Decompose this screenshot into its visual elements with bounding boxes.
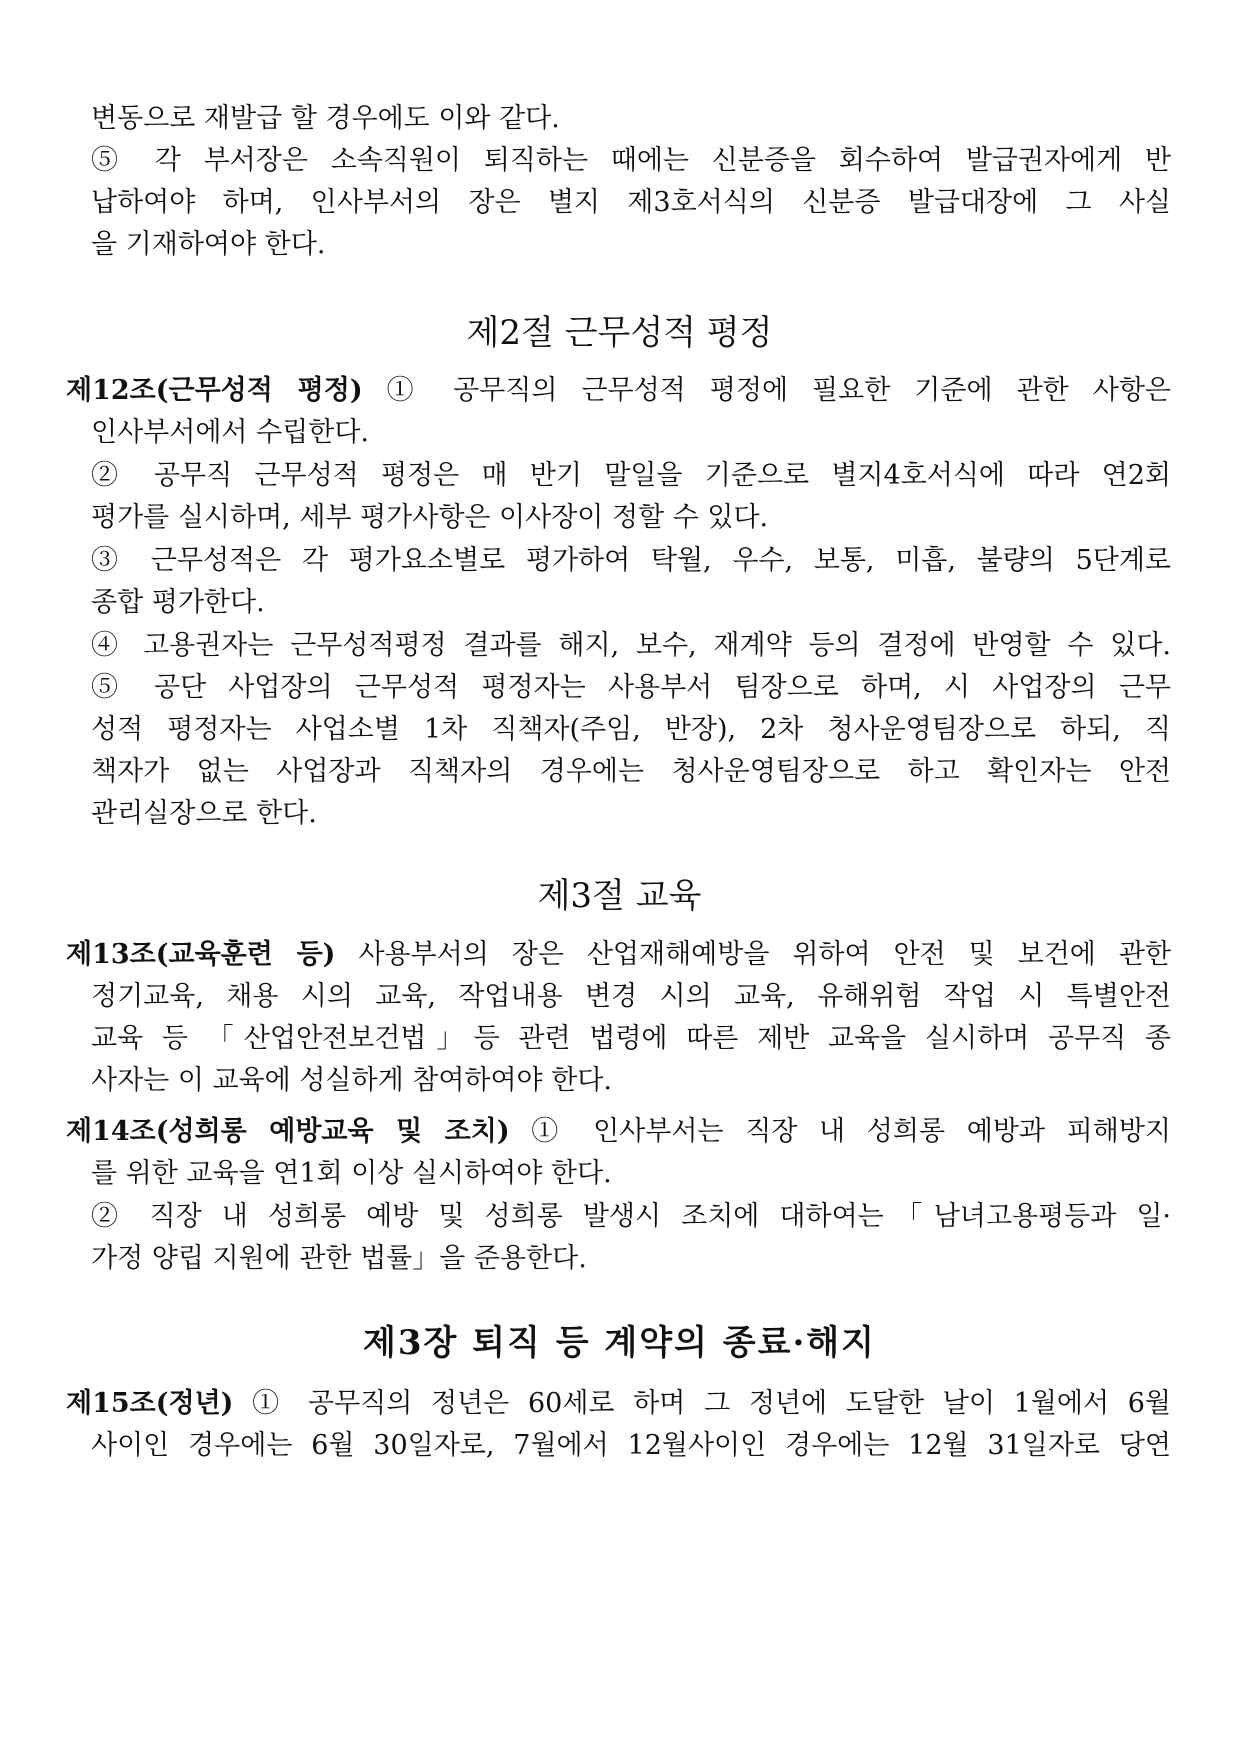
- paragraph-line: ② 공무직 근무성적 평정은 매 반기 말일을 기준으로 별지4호서식에 따라 연2회: [91, 460, 1171, 491]
- article-first-line: [66, 371, 1171, 411]
- paragraph-line: 평가를 실시하며, 세부 평가사항은 이사장이 정할 수 있다.: [91, 502, 769, 533]
- paragraph-line: ⑤ 각 부서장은 소속직원이 퇴직하는 때에는 신분증을 회수하여 발급권자에게 반: [91, 145, 1171, 176]
- paragraph-line: 가정 양립 지원에 관한 법률」을 준용한다.: [91, 1243, 587, 1274]
- paragraph-line: 종합 평가한다.: [91, 587, 265, 618]
- paragraph-line: 사자는 이 교육에 성실하게 참여하여야 한다.: [91, 1065, 612, 1096]
- article-title: 제14조(성희롱 예방교육 및 조치): [66, 1116, 510, 1147]
- article-first-line: [66, 1384, 1171, 1424]
- paragraph-line: 을 기재하여야 한다.: [91, 229, 326, 260]
- paragraph-line: 인사부서에서 수립한다.: [91, 417, 369, 448]
- paragraph-line: 교육 등 「산업안전보건법」등 관련 법령에 따른 제반 교육을 실시하며 공무직 종: [91, 1023, 1171, 1054]
- section-heading: 제2절 근무성적 평정: [466, 313, 773, 353]
- paragraph-line: ⑤ 공단 사업장의 근무성적 평정자는 사용부서 팀장으로 하며, 시 사업장의 근무: [91, 672, 1171, 703]
- article-text: ① 공무직의 근무성적 평정에 필요한 기준에 관한 사항은: [362, 375, 1171, 406]
- article-first-line: [66, 1112, 1171, 1152]
- article-title: 제15조(정년): [66, 1388, 234, 1419]
- article-title: 제12조(근무성적 평정): [66, 375, 363, 406]
- paragraph-line: 관리실장으로 한다.: [91, 798, 317, 829]
- paragraph-line: 성적 평정자는 사업소별 1차 직책자(주임, 반장), 2차 청사운영팀장으로 하되, 직: [91, 714, 1171, 745]
- article-first-line: [66, 935, 1171, 975]
- paragraph-line: ② 직장 내 성희롱 예방 및 성희롱 발생시 조치에 대하여는「남녀고용평등과 일·: [91, 1201, 1171, 1232]
- paragraph-line: 를 위한 교육을 연1회 이상 실시하여야 한다.: [91, 1158, 612, 1189]
- paragraph-line: ④ 고용권자는 근무성적평정 결과를 해지, 보수, 재계약 등의 결정에 반영할 수 있다.: [91, 630, 1171, 661]
- section-heading: 제3절 교육: [537, 876, 702, 916]
- article-text: ① 인사부서는 직장 내 성희롱 예방과 피해방지: [509, 1116, 1171, 1147]
- chapter-heading: 제3장 퇴직 등 계약의 종료·해지: [363, 1323, 876, 1363]
- article-text: ① 공무직의 정년은 60세로 하며 그 정년에 도달한 날이 1월에서 6월: [233, 1388, 1171, 1419]
- paragraph-line: ③ 근무성적은 각 평가요소별로 평가하여 탁월, 우수, 보통, 미흡, 불량의 5단계로: [91, 545, 1171, 576]
- carry-line: 변동으로 재발급 할 경우에도 이와 같다.: [91, 103, 560, 134]
- article-title: 제13조(교육훈련 등): [66, 939, 336, 970]
- paragraph-line: 사이인 경우에는 6월 30일자로, 7월에서 12월사이인 경우에는 12월 31일자로 당연: [91, 1430, 1171, 1461]
- paragraph-line: 납하여야 하며, 인사부서의 장은 별지 제3호서식의 신분증 발급대장에 그 사실: [91, 187, 1171, 218]
- article-text: 사용부서의 장은 산업재해예방을 위하여 안전 및 보건에 관한: [335, 939, 1171, 970]
- paragraph-line: 정기교육, 채용 시의 교육, 작업내용 변경 시의 교육, 유해위험 작업 시 특별안전: [91, 981, 1171, 1012]
- paragraph-line: 책자가 없는 사업장과 직책자의 경우에는 청사운영팀장으로 하고 확인자는 안전: [91, 756, 1171, 787]
